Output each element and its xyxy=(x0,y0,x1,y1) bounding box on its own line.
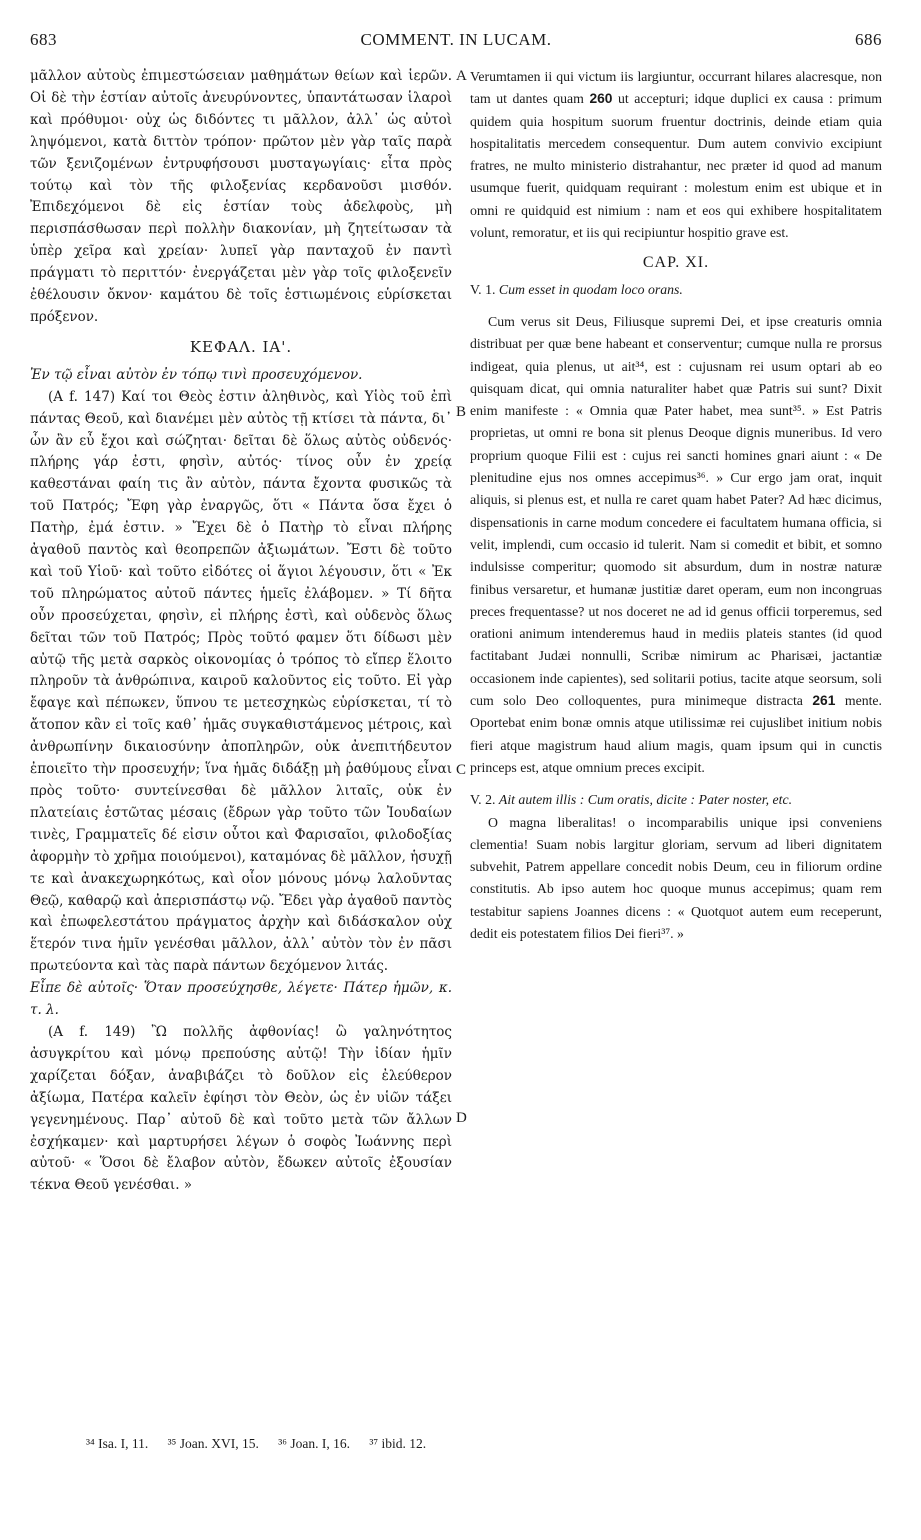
latin-text: ut accepturi; idque duplici ex causa : primum quidem quia hospitum suorum fruentur doctrinis, deinde etiam quia hospitalitatis mercedem consequentur. Dum autem convivio excipiunt fratres, ne multo ministerio distrahantur, nec præter id quod ad manum usumque fuerit, quidquam requirant : molestum enim est ubique et in omni re quidquid est nimium : nam et eos qui exhibere hospitalitatem volunt, remoratur, et iis qui recipiuntur hospitio grave est. xyxy=(470,91,882,241)
migne-column-number: 261 xyxy=(812,693,836,709)
page-number-right: 686 xyxy=(855,30,882,49)
running-title: COMMENT. IN LUCAM. xyxy=(360,30,552,49)
latin-paragraph xyxy=(470,66,882,244)
greek-paragraph: (A f. 149) Ὢ πολλῆς ἀφθονίας! ὢ γαληνότητος ἀσυγκρίτου καὶ μόνῳ πρεπούσης αὐτῷ! Τὴν ἰδίαν ἡμῖν χαρίζεται δόξαν, ἀναβιβάζει τὸ δοῦλον εἰς ἐλεύθερον ἀξίωμα, Πατέρα καλεῖν ἐφίησι τὸν Θεὸν, ὡς ἐν υἱῶν τάξει γεγενημένους. Παρ᾽ αὐτοῦ δὲ καὶ τοῦτο μετὰ τῶν ἄλλων ἐσχήκαμεν· καὶ μαρτυρήσει λέγων ὁ σοφὸς Ἰωάννης περὶ αὐτοῦ· « Ὅσοι δὲ ἔλαβον αὐτὸν, ἔδωκεν αὐτοῖς ἐξουσίαν τέκνα Θεοῦ γενέσθαι. » xyxy=(30,1023,452,1194)
latin-chapter-heading: CAP. XI. xyxy=(642,254,710,272)
latin-lemma xyxy=(470,789,882,811)
margin-letter-b: B xyxy=(456,404,467,420)
footnote: ³⁵ Joan. XVI, 15. xyxy=(167,1436,259,1451)
greek-column xyxy=(30,66,452,1197)
margin-letter-d: D xyxy=(456,1110,467,1126)
latin-text: mente. Oportebat enim bonæ omnis atque utilissimæ rei cujuslibet initium nobis fieri atque magistrum haud alium magis, quam ipsum qui in cunctis princeps est, atque omnium preces excipit. xyxy=(470,693,883,775)
footnote: ³⁴ Isa. I, 11. xyxy=(86,1436,149,1451)
greek-lemma: Ἐν τῷ εἶναι αὐτὸν ἐν τόπῳ τινὶ προσευχόμενον. xyxy=(30,366,363,383)
lemma-text: Cum esset in quodam loco orans. xyxy=(498,281,683,297)
margin-letter-c: C xyxy=(456,762,467,778)
footnotes xyxy=(86,1436,846,1452)
page-header xyxy=(30,30,882,54)
verse-number: V. 2. xyxy=(470,792,496,808)
migne-column-number: 260 xyxy=(589,91,613,107)
latin-text: Cum verus sit Deus, Filiusque supremi Dei, et ipse creaturis omnia distribuat per quæ bene habeant et conserventur; cumque nulla re prorsus indigeat, quia plenus, ut ait³⁴, est : cujusnam rei usum optari ab eo quisquam dicat, qui omnia naturaliter habet quæ Patris sui sunt? Dixit enim manifeste : « Omnia quæ Pater habet, mea sunt³⁵. » Est Patris proprietas, ut omni re bona sit plenus Deoque dignis muneribus. Id vero proprium quoque Filii est : cujus rei sancti homines gnari aiunt : « De plenitudine ejus nos omnes accepimus³⁶. » Cur ergo jam orat, inquit aliquis, si plenus est, et nulla re caret quam habet Pater? Ad hæc dicimus, dispensationis in carne modum concedere ei facultatem humana officia, si velit, implendi, cum occasio id tulerit. Nam si comedit et bibit, et somno indulsisse comperitur; quomodo sit absurdum, dum in nostræ naturæ finibus versaretur, et humanæ justitiæ daret operam, eum non incongruas preces frequentasse? ut nos doceret ne ad id genus officii torperemus, sed orationi animum intenderemus haud in mediis plateis stantes (id quod factitabant Judæi nonnulli, Scribæ nimirum ac Pharisæi, jactantiæ occasionem inde capientes), sed solitarii potius, tacite atque seorsum, soli cum solo Deo colloquentes, pura minimeque distracta xyxy=(470,313,882,709)
footnote: ³⁷ ibid. 12. xyxy=(369,1436,427,1451)
verse-number: V. 1. xyxy=(470,281,496,297)
greek-paragraph: μᾶλλον αὐτοὺς ἐπιμεστώσειαν μαθημάτων θείων καὶ ἱερῶν. Οἱ δὲ τὴν ἑστίαν αὐτοῖς ἀνευρύνοντες, ὑπαντάτωσαν ἱλαροὶ καὶ πρόθυμοι· οὐχ ὡς διδόντες τι μᾶλλον, ἀλλ᾽ ὡς αὐτοὶ ληψόμενοι, κατὰ διττὸν τρόπον· πρῶτον μὲν γὰρ ταῖς παρὰ τῶν ξενιζομένων ἐντρυφήσουσι μυσταγωγίαις· εἶτα πρὸς τούτῳ καὶ τὸν τῆς φιλοξενίας κερδανοῦσι μισθόν. Ἐπιδεχόμενοι δὲ εἰς ἑστίαν τοὺς ἀδελφοὺς, μὴ περισπάσθωσαν περὶ πολλὴν διακονίαν, μὴ ζητείτωσαν τὰ ὑπὲρ χεῖρα καὶ χρείαν· λυπεῖ γὰρ πανταχοῦ ἐν παντὶ πράγματι τὸ περιττόν· ἐνεργάζεται μὲν γὰρ τοῖς φιλοξενεῖν ἐθέλουσιν ὄκνον· καμάτου δὲ τοῖς ἑστιωμένοις εὑρίσκεται πρόξενον. xyxy=(30,68,452,325)
greek-chapter-heading: ΚΕΦΑΛ. ΙΑ'. xyxy=(189,337,293,356)
latin-text: Verumtamen ii qui victum iis largiuntur, occurrant hilares alacresque, non tam ut dantes quam xyxy=(470,69,882,107)
greek-paragraph: (A f. 147) Καί τοι Θεὸς ἐστιν ἀληθινὸς, καὶ Υἱὸς τοῦ ἐπὶ πάντας Θεοῦ, καὶ διανέμει μὲν αὐτὸς τῇ κτίσει τὰ πάντα, δι᾽ ὧν ἂν εὖ ἔχοι καὶ σώζηται· δεῖται δὲ ὅλως αὐτὸς οὐδενός· πλήρης γάρ ἐστι, φησὶν, αὐτός· τίνος οὖν ἐν χρείᾳ καθεστάναι φαίη τις ἂν αὐτὸν, πάντα ἔχοντα φυσικῶς τὰ τοῦ Πατρός; Ἔφη γὰρ ἐναργῶς, ὅτι « Πάντα ὅσα ἔχει ὁ Πατὴρ, ἐμά ἐστιν. » Ἔχει δὲ ὁ Πατὴρ τὸ εἶναι πλήρης ἀγαθοῦ παντὸς καὶ θεοπρεπῶν ἀξιωμάτων. Ἔστι δὲ τοῦτο καὶ τοῦ Υἱοῦ· καὶ τοῦτο εἰδότες οἱ ἅγιοι λέγουσιν, ὅτι « Ἐκ τοῦ πληρώματος αὐτοῦ πάντες ἡμεῖς ἐλάβομεν. » Τί δῆτα οὖν προσεύχεται, φησὶν, εἰ πλήρης ἐστὶ, καὶ οὐδενὸς ὅλως δεῖται τῶν τοῦ Πατρός; Πρὸς τοῦτό φαμεν ὅτι δίδωσι μὲν αὐτῷ τῆς μετὰ σαρκὸς οἰκονομίας ὁ τρόπος τὸ εἴπερ ἕλοιτο πληροῦν τὰ ἀνθρώπινα, καιροῦ καλοῦντος εἰς τοῦτο. Εἰ γὰρ ἔφαγε καὶ πέπωκεν, ὕπνου τε μετεσχηκὼς εὑρίσκεται, τί τὸ ἄτοπον κἂν εἰ τοῖς καθ᾽ ἡμᾶς συγκαθιστάμενος μέτροις, καὶ ἀνθρωπίνην δικαιοσύνην ἀποπληρῶν, οὐκ ἀνεπιτήδευτον ἐποιεῖτο τὴν προσευχήν; ἵνα ἡμᾶς διδάξῃ μὴ ῥαθύμους εἶναι πρὸς τοῦτο· συντείνεσθαι δὲ μᾶλλον λιταῖς, οὐκ ἐν πλατείαις ἑστῶτας μέσαις (ἔδρων γὰρ τοῦτο τῶν Ἰουδαίων τινὲς, Γραμματεῖς δέ εἰσιν οὗτοι καὶ Φαρισαῖοι, φιλοδοξίας ἀφορμὴν τὸ χρῆμα ποιούμενοι), καταμόνας δὲ μᾶλλον, ἡσυχῇ τε καὶ ἀνακεχωρηκότως, καὶ οἷον μόνους μόνῳ λαλοῦντας Θεῷ, καθαρῷ καὶ ἀπερισπάστῳ νῷ. Ἔδει γὰρ ἀγαθοῦ παντὸς καὶ ἐπωφελεστάτου πράγματος ἀρχὴν καὶ διδάσκαλον οὐχ ἕτερόν τινα ἡμῖν γενέσθαι μᾶλλον, ἀλλ᾽ αὐτὸν τὸν ἐν πᾶσι πρωτεύοντα καὶ τὰς παρὰ πάντων δεχόμενον λιτάς. xyxy=(30,388,452,975)
greek-lemma: Εἶπε δὲ αὐτοῖς· Ὅταν προσεύχησθε, λέγετε· Πάτερ ἡμῶν, κ. τ. λ. xyxy=(30,980,452,1019)
footnote: ³⁶ Joan. I, 16. xyxy=(278,1436,350,1451)
margin-letter-a: A xyxy=(456,68,467,84)
page-number-left: 683 xyxy=(30,30,57,49)
lemma-text: Ait autem illis : Cum oratis, dicite : Pater noster, etc. xyxy=(498,792,793,808)
latin-paragraph xyxy=(470,311,882,779)
latin-paragraph: O magna liberalitas! o incomparabilis unique ipsi conveniens clementia! Suam nobis largitur gloriam, servum ad liberi dignitatem subvehit, Patrem appellare concedit nobis Deum, ceu in filiorum ordine constitutis. Ab ipso autem hoc quoque munus accepimus; quam rem testabitur sapiens Joannes dicens : « Quotquot autem eum receperunt, dedit eis potestatem filios Dei fieri³⁷. » xyxy=(470,814,882,941)
latin-lemma xyxy=(470,279,882,301)
latin-column xyxy=(470,66,882,945)
